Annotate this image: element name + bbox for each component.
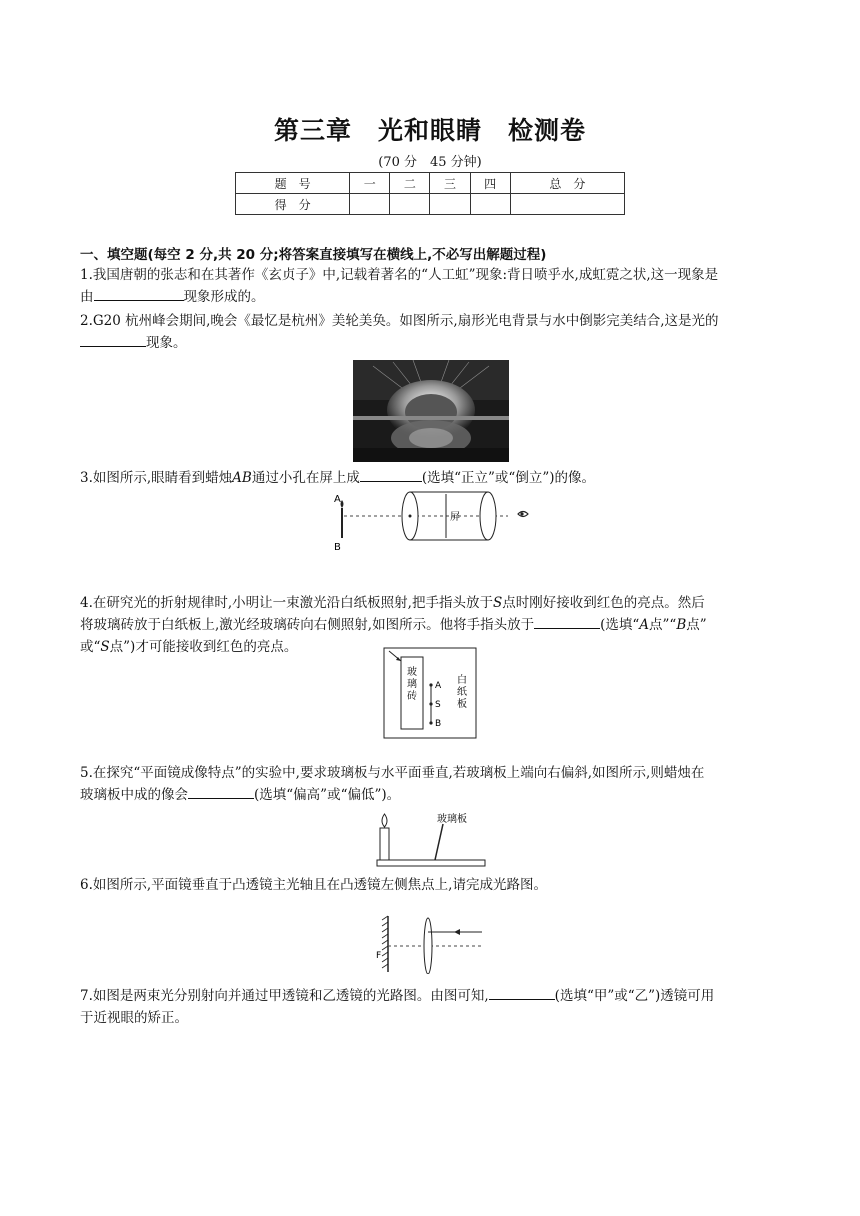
label-point-b: B [435,719,442,729]
score-header-cell: 二 [390,173,430,194]
glass-plate [435,824,443,860]
answer-blank [360,467,422,482]
score-table-score-row [236,194,625,215]
score-cell [510,194,624,215]
question-2-line2: 现象。 [80,332,780,354]
candle-body [380,828,389,860]
score-header-cell: 题 号 [236,173,350,194]
page-title: 第三章 光和眼睛 检测卷 [273,116,586,145]
glass-plate-label: 玻璃板 [437,814,467,825]
board-label-c1: 白 [457,675,467,686]
label-focus: F [376,951,382,961]
lens-mirror-figure [372,912,488,974]
question-7-line1: 7.如图是两束光分别射向并通过甲透镜和乙透镜的光路图。由图可知, (选填“甲”或“乙”)透镜可用 [80,985,780,1007]
point-a [429,683,432,686]
score-cell [470,194,510,215]
label-point-a: A [435,681,442,691]
question-7 [80,985,780,1029]
hangzhou-show-photo [353,360,509,462]
score-header-cell: 四 [470,173,510,194]
question-4-line2: 将玻璃砖放于白纸板上,激光经玻璃砖向右侧照射,如图所示。他将手指头放于 (选填“A点”“B点” [80,614,780,636]
question-3: 3.如图所示,眼睛看到蜡烛AB通过小孔在屏上成 (选填“正立”或“倒立”)的像。 [80,467,780,489]
answer-blank [188,784,254,799]
eye-icon [518,512,528,517]
score-cell [390,194,430,215]
point-s [429,702,432,705]
section-heading: 一、填空题(每空 2 分,共 20 分;将答案直接填写在横线上,不必写出解题过程) [80,247,547,263]
question-2 [80,310,780,354]
score-header-cell: 三 [430,173,470,194]
board-label-c3: 板 [457,699,467,710]
board-label-c2: 纸 [457,687,467,698]
glass-brick-figure [383,647,477,739]
candle-flame [341,500,344,508]
pinhole [409,515,412,518]
score-table [235,172,625,215]
label-point-s: S [435,700,441,710]
score-cell [350,194,390,215]
score-cell [430,194,470,215]
candle-flame [382,814,387,827]
label-b: B [334,542,341,553]
exam-info: (70 分 45 分钟) [378,155,482,170]
question-1 [80,264,780,308]
score-header-cell: 一 [350,173,390,194]
answer-blank [94,286,184,301]
score-header-cell: 总 分 [510,173,624,194]
glass-label-c2: 璃 [407,679,417,690]
answer-blank [80,332,146,347]
score-table-header-row [236,173,625,194]
question-4-line1: 4.在研究光的折射规律时,小明让一束激光沿白纸板照射,把手指头放于S点时刚好接收到红色的亮点。然后 [80,595,705,611]
answer-blank [489,985,555,1000]
question-5-text: 5.在探究“平面镜成像特点”的实验中,要求玻璃板与水平面垂直,若玻璃板上端向右偏斜,如图所示,则蜡烛在 [80,765,705,781]
question-2-text: 2.G20 杭州峰会期间,晚会《最忆是杭州》美轮美奂。如图所示,扇形光电背景与水中倒影完美结合,这是光的 [80,313,719,329]
question-6-text: 6.如图所示,平面镜垂直于凸透镜主光轴且在凸透镜左侧焦点上,请完成光路图。 [80,877,547,893]
question-4-line3: 或“S点”)才可能接收到红色的亮点。 [80,639,298,655]
glass-label-c3: 砖 [407,691,417,702]
label-screen: 屏 [450,512,460,523]
score-row-label: 得 分 [236,194,350,215]
pinhole-camera-figure [328,488,534,556]
question-1-line2: 由 现象形成的。 [80,286,780,308]
question-7-line2: 于近视眼的矫正。 [80,1010,188,1026]
point-b [429,721,432,724]
label-a: A [334,494,341,505]
plane-mirror-figure [373,808,489,870]
convex-lens [424,918,432,974]
question-5-line2: 玻璃板中成的像会 (选填“偏高”或“偏低”)。 [80,784,780,806]
question-5 [80,762,780,806]
question-6 [80,874,780,896]
glass-label-c1: 玻 [407,667,417,678]
question-1-text: 1.我国唐朝的张志和在其著作《玄贞子》中,记载着著名的“人工虹”现象:背日喷乎水,成虹霓之状,这一现象是 [80,267,719,283]
answer-blank [534,614,600,629]
ray-arrow [454,929,460,935]
